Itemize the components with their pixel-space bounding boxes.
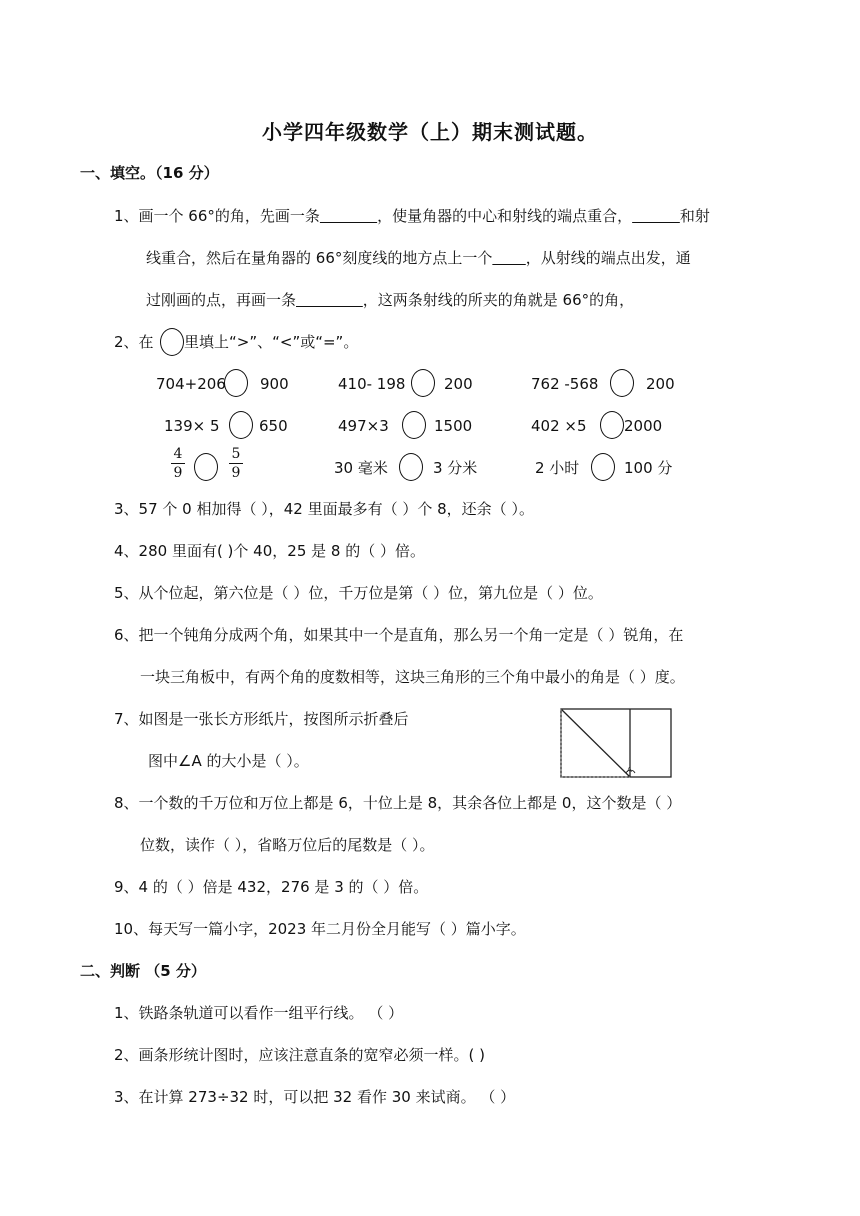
- question-6-line-2: 一块三角板中，有两个角的度数相等，这块三角形的三个角中最小的角是（ ）度。: [140, 668, 685, 686]
- fraction-2-denominator: 9: [231, 465, 241, 481]
- question-8-line-2: 位数，读作（ ），省略万位后的尾数是（ ）。: [140, 836, 435, 854]
- compare-3a-circle[interactable]: [194, 453, 218, 481]
- judge-question-3: 3、在计算 273÷32 时，可以把 32 看作 30 来试商。 （ ）: [114, 1088, 516, 1106]
- compare-1c-left: 762 -568: [531, 375, 599, 393]
- compare-2b-right: 1500: [434, 417, 473, 435]
- q1-text-a: 1、画一个 66°的角，先画一条: [114, 207, 320, 225]
- fraction-2-bar: [229, 463, 243, 464]
- question-4: 4、280 里面有( )个 40，25 是 8 的（ ）倍。: [114, 542, 425, 560]
- compare-2b-circle[interactable]: [402, 411, 426, 439]
- compare-2a-right: 650: [259, 417, 288, 435]
- question-5: 5、从个位起，第六位是（ ）位，千万位是第（ ）位，第九位是（ ）位。: [114, 584, 603, 602]
- question-2-intro-a: 2、在: [114, 333, 154, 351]
- question-1-line-3: [146, 290, 634, 310]
- compare-3b-right: 3 分米: [433, 459, 478, 477]
- question-7-line-2: 图中∠A 的大小是（ ）。: [148, 752, 309, 770]
- question-9: 9、4 的（ ）倍是 432，276 是 3 的（ ）倍。: [114, 878, 429, 896]
- question-1-line-1: [114, 206, 710, 226]
- compare-2c-right: 2000: [624, 417, 663, 435]
- question-6-line-1: 6、把一个钝角分成两个角，如果其中一个是直角，那么另一个角一定是（ ）锐角，在: [114, 626, 684, 644]
- q1-text-e: ，从射线的端点出发，通: [525, 249, 691, 267]
- q1-text-b: ，使量角器的中心和射线的端点重合，: [377, 207, 633, 225]
- q1-blank-1: [320, 207, 377, 225]
- compare-3c-circle[interactable]: [591, 453, 615, 481]
- page-title: 小学四年级数学（上）期末测试题。: [262, 120, 598, 144]
- answer-circle-icon[interactable]: [160, 328, 184, 356]
- fraction-five-ninths: [229, 446, 243, 481]
- fraction-1-bar: [171, 463, 185, 464]
- question-2-intro-b: 里填上“>”、“<”或“=”。: [184, 333, 359, 351]
- fraction-1-denominator: 9: [173, 465, 183, 481]
- compare-1a-right: 900: [260, 375, 289, 393]
- compare-1a-left: 704+206: [156, 375, 226, 393]
- compare-2b-left: 497×3: [338, 417, 389, 435]
- compare-2a-circle[interactable]: [229, 411, 253, 439]
- q1-blank-2: [632, 207, 680, 225]
- folded-paper-figure: [558, 706, 674, 780]
- q1-text-f: 过刚画的点，再画一条: [146, 291, 297, 309]
- compare-3c-left: 2 小时: [535, 459, 580, 477]
- q1-text-g: ，这两条射线的所夹的角就是 66°的角，: [362, 291, 635, 309]
- compare-2a-left: 139× 5: [164, 417, 220, 435]
- compare-1b-left: 410- 198: [338, 375, 406, 393]
- judge-question-2: 2、画条形统计图时，应该注意直条的宽窄必须一样。( ): [114, 1046, 486, 1064]
- fraction-four-ninths: [171, 446, 185, 481]
- question-8-line-1: 8、一个数的千万位和万位上都是 6，十位上是 8，其余各位上都是 0，这个数是（ ）: [114, 794, 682, 812]
- compare-1a-circle[interactable]: [224, 369, 248, 397]
- compare-3c-right: 100 分: [624, 459, 673, 477]
- section-1-heading: 一、填空。（16 分）: [80, 164, 219, 182]
- q1-text-d: 线重合，然后在量角器的 66°刻度线的地方点上一个: [146, 249, 493, 267]
- judge-question-1: 1、铁路条轨道可以看作一组平行线。 （ ）: [114, 1004, 404, 1022]
- q1-blank-4: [296, 291, 363, 309]
- question-7-line-1: 7、如图是一张长方形纸片，按图所示折叠后: [114, 710, 409, 728]
- compare-2c-circle[interactable]: [600, 411, 624, 439]
- compare-3b-circle[interactable]: [399, 453, 423, 481]
- fraction-1-numerator: 4: [173, 446, 183, 462]
- compare-1c-right: 200: [646, 375, 675, 393]
- q1-text-c: 和射: [679, 207, 710, 225]
- question-10: 10、每天写一篇小字，2023 年二月份全月能写（ ）篇小字。: [114, 920, 526, 938]
- paper-outline: [561, 709, 671, 777]
- paper-fold-diagonal: [561, 709, 630, 777]
- angle-a-label: A: [627, 766, 632, 774]
- fraction-2-numerator: 5: [231, 446, 241, 462]
- q1-blank-3: [492, 249, 525, 267]
- question-3: 3、57 个 0 相加得（ ），42 里面最多有（ ）个 8，还余（ ）。: [114, 500, 534, 518]
- compare-1b-right: 200: [444, 375, 473, 393]
- compare-3b-left: 30 毫米: [334, 459, 388, 477]
- compare-1c-circle[interactable]: [610, 369, 634, 397]
- compare-2c-left: 402 ×5: [531, 417, 587, 435]
- section-2-heading: 二、判断 （5 分）: [80, 962, 206, 980]
- compare-1b-circle[interactable]: [411, 369, 435, 397]
- question-1-line-2: [146, 248, 691, 268]
